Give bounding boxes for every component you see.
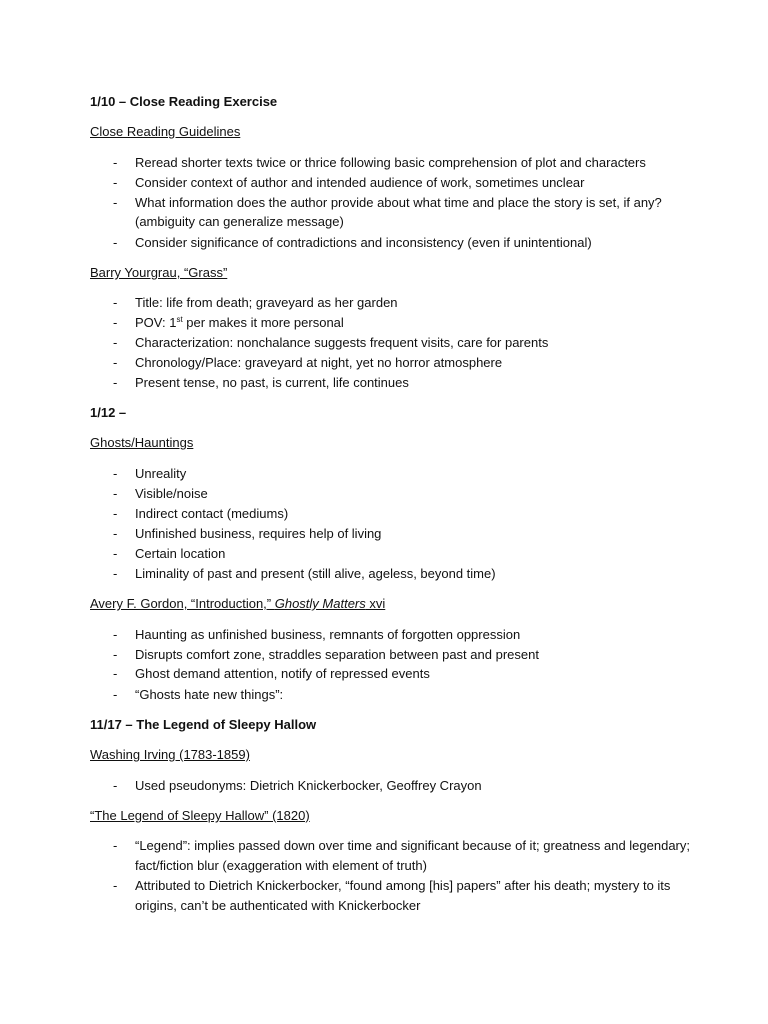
bullet-dash: - — [113, 195, 118, 210]
list-item-continuation: origins, can’t be authenticated with Knickerbocker — [135, 898, 421, 913]
bullet-dash: - — [113, 155, 118, 170]
list-item: Reread shorter texts twice or thrice following basic comprehension of plot and characters — [135, 155, 646, 170]
list-item: Visible/noise — [135, 486, 208, 501]
bullet-dash: - — [113, 778, 118, 793]
list-item: Ghost demand attention, notify of repressed events — [135, 666, 430, 681]
bullet-dash: - — [113, 335, 118, 350]
list-item: Haunting as unfinished business, remnants of forgotten oppression — [135, 627, 521, 642]
list-item: Used pseudonyms: Dietrich Knickerbocker, Geoffrey Crayon — [135, 778, 482, 793]
list-item: Certain location — [135, 546, 226, 561]
gordon-title-suffix: xvi — [365, 596, 386, 611]
bullet-dash: - — [113, 566, 118, 581]
subheading-guidelines: Close Reading Guidelines — [90, 124, 241, 139]
list-item: Characterization: nonchalance suggests frequent visits, care for parents — [135, 335, 549, 350]
list-item-continuation: (ambiguity can generalize message) — [135, 214, 344, 229]
heading-sleepy-hallow: 11/17 – The Legend of Sleepy Hallow — [90, 717, 317, 732]
gordon-title-prefix: Avery F. Gordon, “Introduction,” — [90, 596, 275, 611]
bullet-dash: - — [113, 526, 118, 541]
list-item: Consider significance of contradictions and inconsistency (even if unintentional) — [135, 235, 592, 250]
bullet-dash: - — [113, 506, 118, 521]
heading-1-12: 1/12 – — [90, 405, 127, 420]
bullet-dash: - — [113, 687, 118, 702]
list-item: Chronology/Place: graveyard at night, yet no horror atmosphere — [135, 355, 503, 370]
list-item: “Ghosts hate new things”: — [135, 687, 284, 702]
bullet-dash: - — [113, 355, 118, 370]
list-item-pov — [135, 315, 344, 331]
bullet-dash: - — [113, 315, 118, 330]
list-item: Attributed to Dietrich Knickerbocker, “found among [his] papers” after his death; mystery to its — [135, 878, 671, 893]
bullet-dash: - — [113, 375, 118, 390]
list-item: Consider context of author and intended audience of work, sometimes unclear — [135, 175, 585, 190]
subheading-grass: Barry Yourgrau, “Grass” — [90, 265, 228, 280]
bullet-dash: - — [113, 486, 118, 501]
list-item: Liminality of past and present (still alive, ageless, beyond time) — [135, 566, 496, 581]
subheading-legend: “The Legend of Sleepy Hallow” (1820) — [90, 808, 310, 823]
bullet-dash: - — [113, 666, 118, 681]
subheading-ghosts: Ghosts/Hauntings — [90, 435, 194, 450]
list-item: Indirect contact (mediums) — [135, 506, 289, 521]
bullet-dash: - — [113, 627, 118, 642]
bullet-dash: - — [113, 295, 118, 310]
pov-prefix: POV: 1 — [135, 315, 177, 330]
bullet-dash: - — [113, 878, 118, 893]
list-item-continuation: fact/fiction blur (exaggeration with element of truth) — [135, 858, 427, 873]
list-item: Unfinished business, requires help of living — [135, 526, 382, 541]
list-item: Unreality — [135, 466, 187, 481]
bullet-dash: - — [113, 466, 118, 481]
bullet-dash: - — [113, 647, 118, 662]
pov-superscript: st — [176, 315, 183, 324]
gordon-title-italic: Ghostly Matters — [274, 596, 366, 611]
pov-suffix: per makes it more personal — [182, 315, 344, 330]
heading-close-reading: 1/10 – Close Reading Exercise — [90, 94, 278, 109]
list-item: “Legend”: implies passed down over time and significant because of it; greatness and legendary; — [135, 838, 690, 853]
list-item: What information does the author provide about what time and place the story is set, if any? — [135, 195, 662, 210]
bullet-dash: - — [113, 235, 118, 250]
list-item: Present tense, no past, is current, life continues — [135, 375, 409, 390]
list-item: Title: life from death; graveyard as her garden — [135, 295, 398, 310]
subheading-irving: Washing Irving (1783-1859) — [90, 747, 250, 762]
list-item: Disrupts comfort zone, straddles separation between past and present — [135, 647, 539, 662]
bullet-dash: - — [113, 546, 118, 561]
subheading-gordon — [90, 596, 385, 612]
bullet-dash: - — [113, 838, 118, 853]
bullet-dash: - — [113, 175, 118, 190]
